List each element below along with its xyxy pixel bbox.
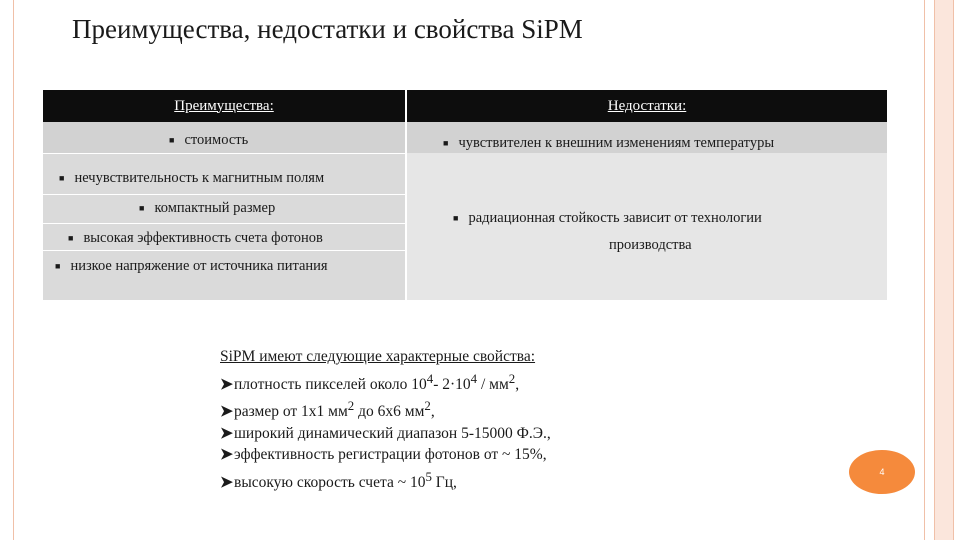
property-sup: 2 [508,370,516,386]
pros-item-label: стоимость [184,132,249,148]
property-text-mid: до 6x6 мм [354,403,425,421]
property-text-mid: - 2·10 [433,375,471,393]
pros-cons-table [43,90,887,300]
square-bullet-icon: ■ [68,233,74,243]
square-bullet-icon: ■ [169,135,175,145]
square-bullet-icon: ■ [453,213,459,223]
properties-block [220,346,551,493]
pros-item [59,170,324,187]
property-text: высокую скорость счета ~ 10 [234,473,426,491]
property-text-end: , [430,403,435,421]
page-border-stripe [934,0,954,540]
property-text: размер от 1x1 мм [234,403,348,421]
row-divider [43,223,405,224]
property-sup: 5 [425,468,432,484]
property-sup: 4 [426,370,434,386]
properties-heading: SiPM имеют следующие характерные свойства: [220,348,536,365]
arrow-bullet-icon: ➤ [220,375,233,393]
property-text: эффективность регистрации фотонов от ~ 15%, [234,446,547,464]
page-border-right [924,0,925,540]
pros-item-label: низкое напряжение от источника питания [70,258,328,274]
cons-item [443,135,774,152]
property-sup: 2 [347,398,355,414]
property-text-end: , [515,375,520,393]
page-number: 4 [879,467,885,477]
property-item [220,368,551,396]
pros-item-label: высокая эффективность счета фотонов [83,230,323,246]
cons-header: Недостатки: [407,90,887,122]
square-bullet-icon: ■ [443,138,449,148]
property-sup: 4 [470,370,478,386]
row-divider [43,153,405,154]
property-text: плотность пикселей около 10 [234,375,427,393]
pros-item [169,132,248,149]
square-bullet-icon: ■ [55,261,61,271]
property-text: широкий динамический диапазон 5-15000 Ф.Э., [234,424,551,442]
property-text-tail: / мм [477,375,509,393]
arrow-bullet-icon: ➤ [220,424,233,442]
property-item [220,423,551,445]
square-bullet-icon: ■ [139,203,145,213]
property-item [220,466,551,494]
page-number-badge [849,450,915,494]
square-bullet-icon: ■ [59,173,65,183]
cons-item [453,210,762,227]
page-border-left [13,0,14,540]
pros-item [139,200,275,217]
arrow-bullet-icon: ➤ [220,403,233,421]
pros-item [68,230,323,247]
property-item [220,395,551,423]
row-divider [43,194,405,195]
pros-header: Преимущества: [43,90,405,122]
property-text-end: Гц, [431,473,457,491]
arrow-bullet-icon: ➤ [220,473,233,491]
pros-item-label: нечувствительность к магнитным полям [74,170,325,186]
pros-item-label: компактный размер [154,200,276,216]
pros-item [55,258,328,275]
arrow-bullet-icon: ➤ [220,446,233,464]
cons-item-label: чувствителен к внешним изменениям температуры [458,135,775,151]
cons-item-continued: производства [609,237,692,253]
row-divider [43,250,405,251]
cons-item-label: радиационная стойкость зависит от технологии [468,210,762,226]
property-item [220,444,551,466]
slide-title: Преимущества, недостатки и свойства SiPM [72,14,583,44]
property-sup: 2 [424,398,431,414]
